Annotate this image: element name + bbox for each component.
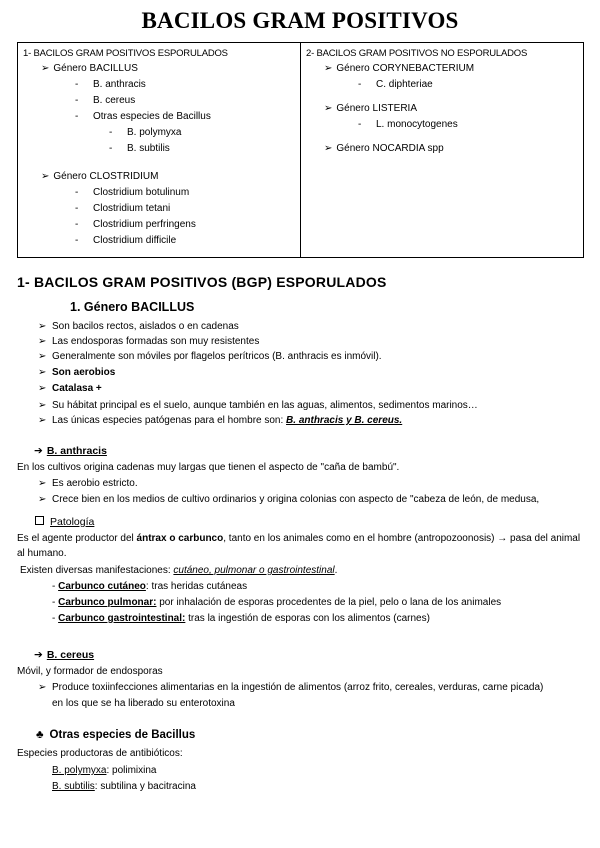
patologia-text-bold: ántrax o carbunco <box>136 533 224 544</box>
list-item <box>38 349 382 364</box>
arrowhead-icon: ➢ <box>38 682 47 693</box>
bullet-text: Generalmente son móviles por flagelos perítricos (B. anthracis es inmóvil). <box>52 351 382 362</box>
list-item <box>306 77 578 93</box>
arrowhead-icon: ➢ <box>38 383 47 394</box>
bullet-text: Son bacilos rectos, aislados o en cadenas <box>52 321 239 332</box>
otras-heading <box>36 728 195 742</box>
genus-prefix: Género <box>336 143 370 154</box>
genus-corynebacterium <box>306 61 578 77</box>
otras-text: Especies productoras de antibióticos: <box>17 748 183 759</box>
bullet-text: Es aerobio estricto. <box>52 478 138 489</box>
summary-table <box>17 42 584 258</box>
list-item <box>23 141 295 157</box>
species-label: Clostridium botulinum <box>93 187 190 198</box>
species-name: B. polymyxa <box>52 765 107 776</box>
genus-prefix: Género <box>53 171 87 182</box>
list-item <box>23 233 295 249</box>
form-desc: por inhalación de esporas procedentes de la piel, pelo o lana de los animales <box>156 597 502 608</box>
list-item: - Carbunco pulmonar: por inhalación de esporas procedentes de la piel, pelo o lana de los animales <box>52 597 502 608</box>
species-desc: : subtilina y bacitracina <box>94 781 196 792</box>
bullet-continuation: en los que se ha liberado su enterotoxina <box>52 698 235 709</box>
section-heading: 1- BACILOS GRAM POSITIVOS (BGP) ESPORULADOS <box>17 274 387 290</box>
right-header: 2- BACILOS GRAM POSITIVOS NO ESPORULADOS <box>306 48 528 59</box>
species-label: Clostridium perfringens <box>93 219 196 230</box>
list-item <box>38 319 239 334</box>
arrowhead-icon: ➢ <box>38 336 47 347</box>
species-label: Clostridium tetani <box>93 203 171 214</box>
list-item <box>23 93 295 109</box>
arrowhead-icon: ➢ <box>38 415 47 426</box>
patologia-heading <box>35 515 94 529</box>
list-item <box>306 117 578 133</box>
summary-right-cell <box>301 43 584 258</box>
arrowhead-icon: ➢ <box>324 103 333 114</box>
list-item <box>23 109 295 125</box>
form-name: Carbunco cutáneo <box>58 581 146 592</box>
arrowhead-icon: ➢ <box>38 400 47 411</box>
species-label: C. diphteriae <box>376 79 433 90</box>
genus-name: BACILLUS <box>89 63 138 74</box>
form-desc: : tras heridas cutáneas <box>145 581 248 592</box>
genus-prefix: Género <box>53 63 87 74</box>
arrowhead-icon: ➢ <box>38 478 47 489</box>
bullet-text: Las únicas especies patógenas para el hombre son: <box>52 415 287 426</box>
list-item <box>23 125 295 141</box>
genus-name: CLOSTRIDIUM <box>89 171 159 182</box>
patologia-text-b: , tanto en los animales como en el hombre (antropozoonosis) → pasa del animal al humano. <box>17 533 581 559</box>
genus-name: NOCARDIA <box>372 143 425 154</box>
list-item <box>38 381 102 396</box>
forms-list: cutáneo, pulmonar o gastrointestinal <box>173 565 335 576</box>
anthracis-title: B. anthracis <box>46 445 107 457</box>
genus-listeria <box>306 101 578 117</box>
bullet-text: Produce toxiinfecciones alimentarias en la ingestión de alimentos (arroz frito, cereales, verduras, carne picada) <box>52 682 544 693</box>
form-name: Carbunco gastrointestinal: <box>58 613 186 624</box>
arrow-right-icon: ➔ <box>34 649 43 661</box>
patologia-text <box>17 531 583 561</box>
species-label: B. polymyxa <box>127 127 182 138</box>
list-item <box>38 492 539 507</box>
anthracis-text: En los cultivos origina cadenas muy largas que tienen el aspecto de "caña de bambú". <box>17 462 400 473</box>
genus-nocardia <box>306 141 578 157</box>
species-label: Clostridium difficile <box>93 235 177 246</box>
list-item <box>38 413 402 428</box>
genus-bacillus <box>23 61 295 77</box>
arrowhead-icon: ➢ <box>41 171 50 182</box>
list-item: - Carbunco gastrointestinal: tras la ingestión de esporas con los alimentos (carnes) <box>52 613 430 624</box>
genus-name: CORYNEBACTERIUM <box>372 63 475 74</box>
bullet-text: Son aerobios <box>52 367 116 378</box>
arrowhead-icon: ➢ <box>38 494 47 505</box>
genus-clostridium <box>23 169 295 185</box>
list-item <box>23 217 295 233</box>
patologia-text-a: Es el agente productor del <box>17 533 137 544</box>
anthracis-heading <box>34 444 107 458</box>
list-item <box>23 77 295 93</box>
form-name: Carbunco pulmonar: <box>58 597 157 608</box>
list-item <box>23 185 295 201</box>
species-desc: : polimixina <box>106 765 157 776</box>
cereus-text: Móvil, y formador de endosporas <box>17 666 163 677</box>
species-label: B. cereus <box>93 95 136 106</box>
arrowhead-icon: ➢ <box>41 63 50 74</box>
bullet-text: Las endosporas formadas son muy resistentes <box>52 336 260 347</box>
list-item <box>38 334 259 349</box>
pathogens-text: B. anthracis y B. cereus. <box>286 415 403 426</box>
cereus-title: B. cereus <box>46 649 95 661</box>
list-item <box>38 398 478 413</box>
genus-name: LISTERIA <box>372 103 417 114</box>
left-header: 1- BACILOS GRAM POSITIVOS ESPORULADOS <box>23 48 228 59</box>
summary-left-cell <box>18 43 301 258</box>
form-desc: tras la ingestión de esporas con los alimentos (carnes) <box>185 613 430 624</box>
genus-suffix: spp <box>427 143 444 154</box>
manifestations-intro: Existen diversas manifestaciones: cutáneo, pulmonar o gastrointestinal. <box>20 565 338 576</box>
arrowhead-icon: ➢ <box>324 143 333 154</box>
otras-title: Otras especies de Bacillus <box>49 729 196 741</box>
list-item <box>23 201 295 217</box>
forms-intro: Existen diversas manifestaciones: <box>20 565 174 576</box>
list-item <box>52 779 196 794</box>
genus-prefix: Género <box>336 63 370 74</box>
species-label: Otras especies de Bacillus <box>93 111 211 122</box>
arrow-right-icon: ➔ <box>34 445 43 457</box>
list-item <box>52 763 157 778</box>
bullet-text: Catalasa + <box>52 383 102 394</box>
arrowhead-icon: ➢ <box>38 321 47 332</box>
bullet-text: Crece bien en los medios de cultivo ordinarios y origina colonias con aspecto de "cabeza de león, de medusa, <box>52 494 540 505</box>
arrowhead-icon: ➢ <box>38 351 47 362</box>
subsection-heading: 1. Género BACILLUS <box>70 300 195 314</box>
bullet-text: Su hábitat principal es el suelo, aunque también en las aguas, alimentos, sedimentos marinos… <box>52 400 478 411</box>
list-item <box>38 365 115 380</box>
species-label: B. anthracis <box>93 79 146 90</box>
list-item <box>38 680 543 695</box>
clover-icon: ♣ <box>36 729 44 741</box>
patologia-title: Patología <box>50 516 95 528</box>
arrowhead-icon: ➢ <box>38 367 47 378</box>
genus-prefix: Género <box>336 103 370 114</box>
cereus-heading <box>34 648 94 662</box>
species-label: L. monocytogenes <box>376 119 458 130</box>
species-label: B. subtilis <box>127 143 170 154</box>
page-title: BACILOS GRAM POSITIVOS <box>141 8 459 33</box>
arrowhead-icon: ➢ <box>324 63 333 74</box>
species-name: B. subtilis <box>52 781 95 792</box>
list-item: - Carbunco cutáneo: tras heridas cutáneas <box>52 581 248 592</box>
list-item <box>38 476 138 491</box>
checkbox-icon <box>35 516 44 525</box>
